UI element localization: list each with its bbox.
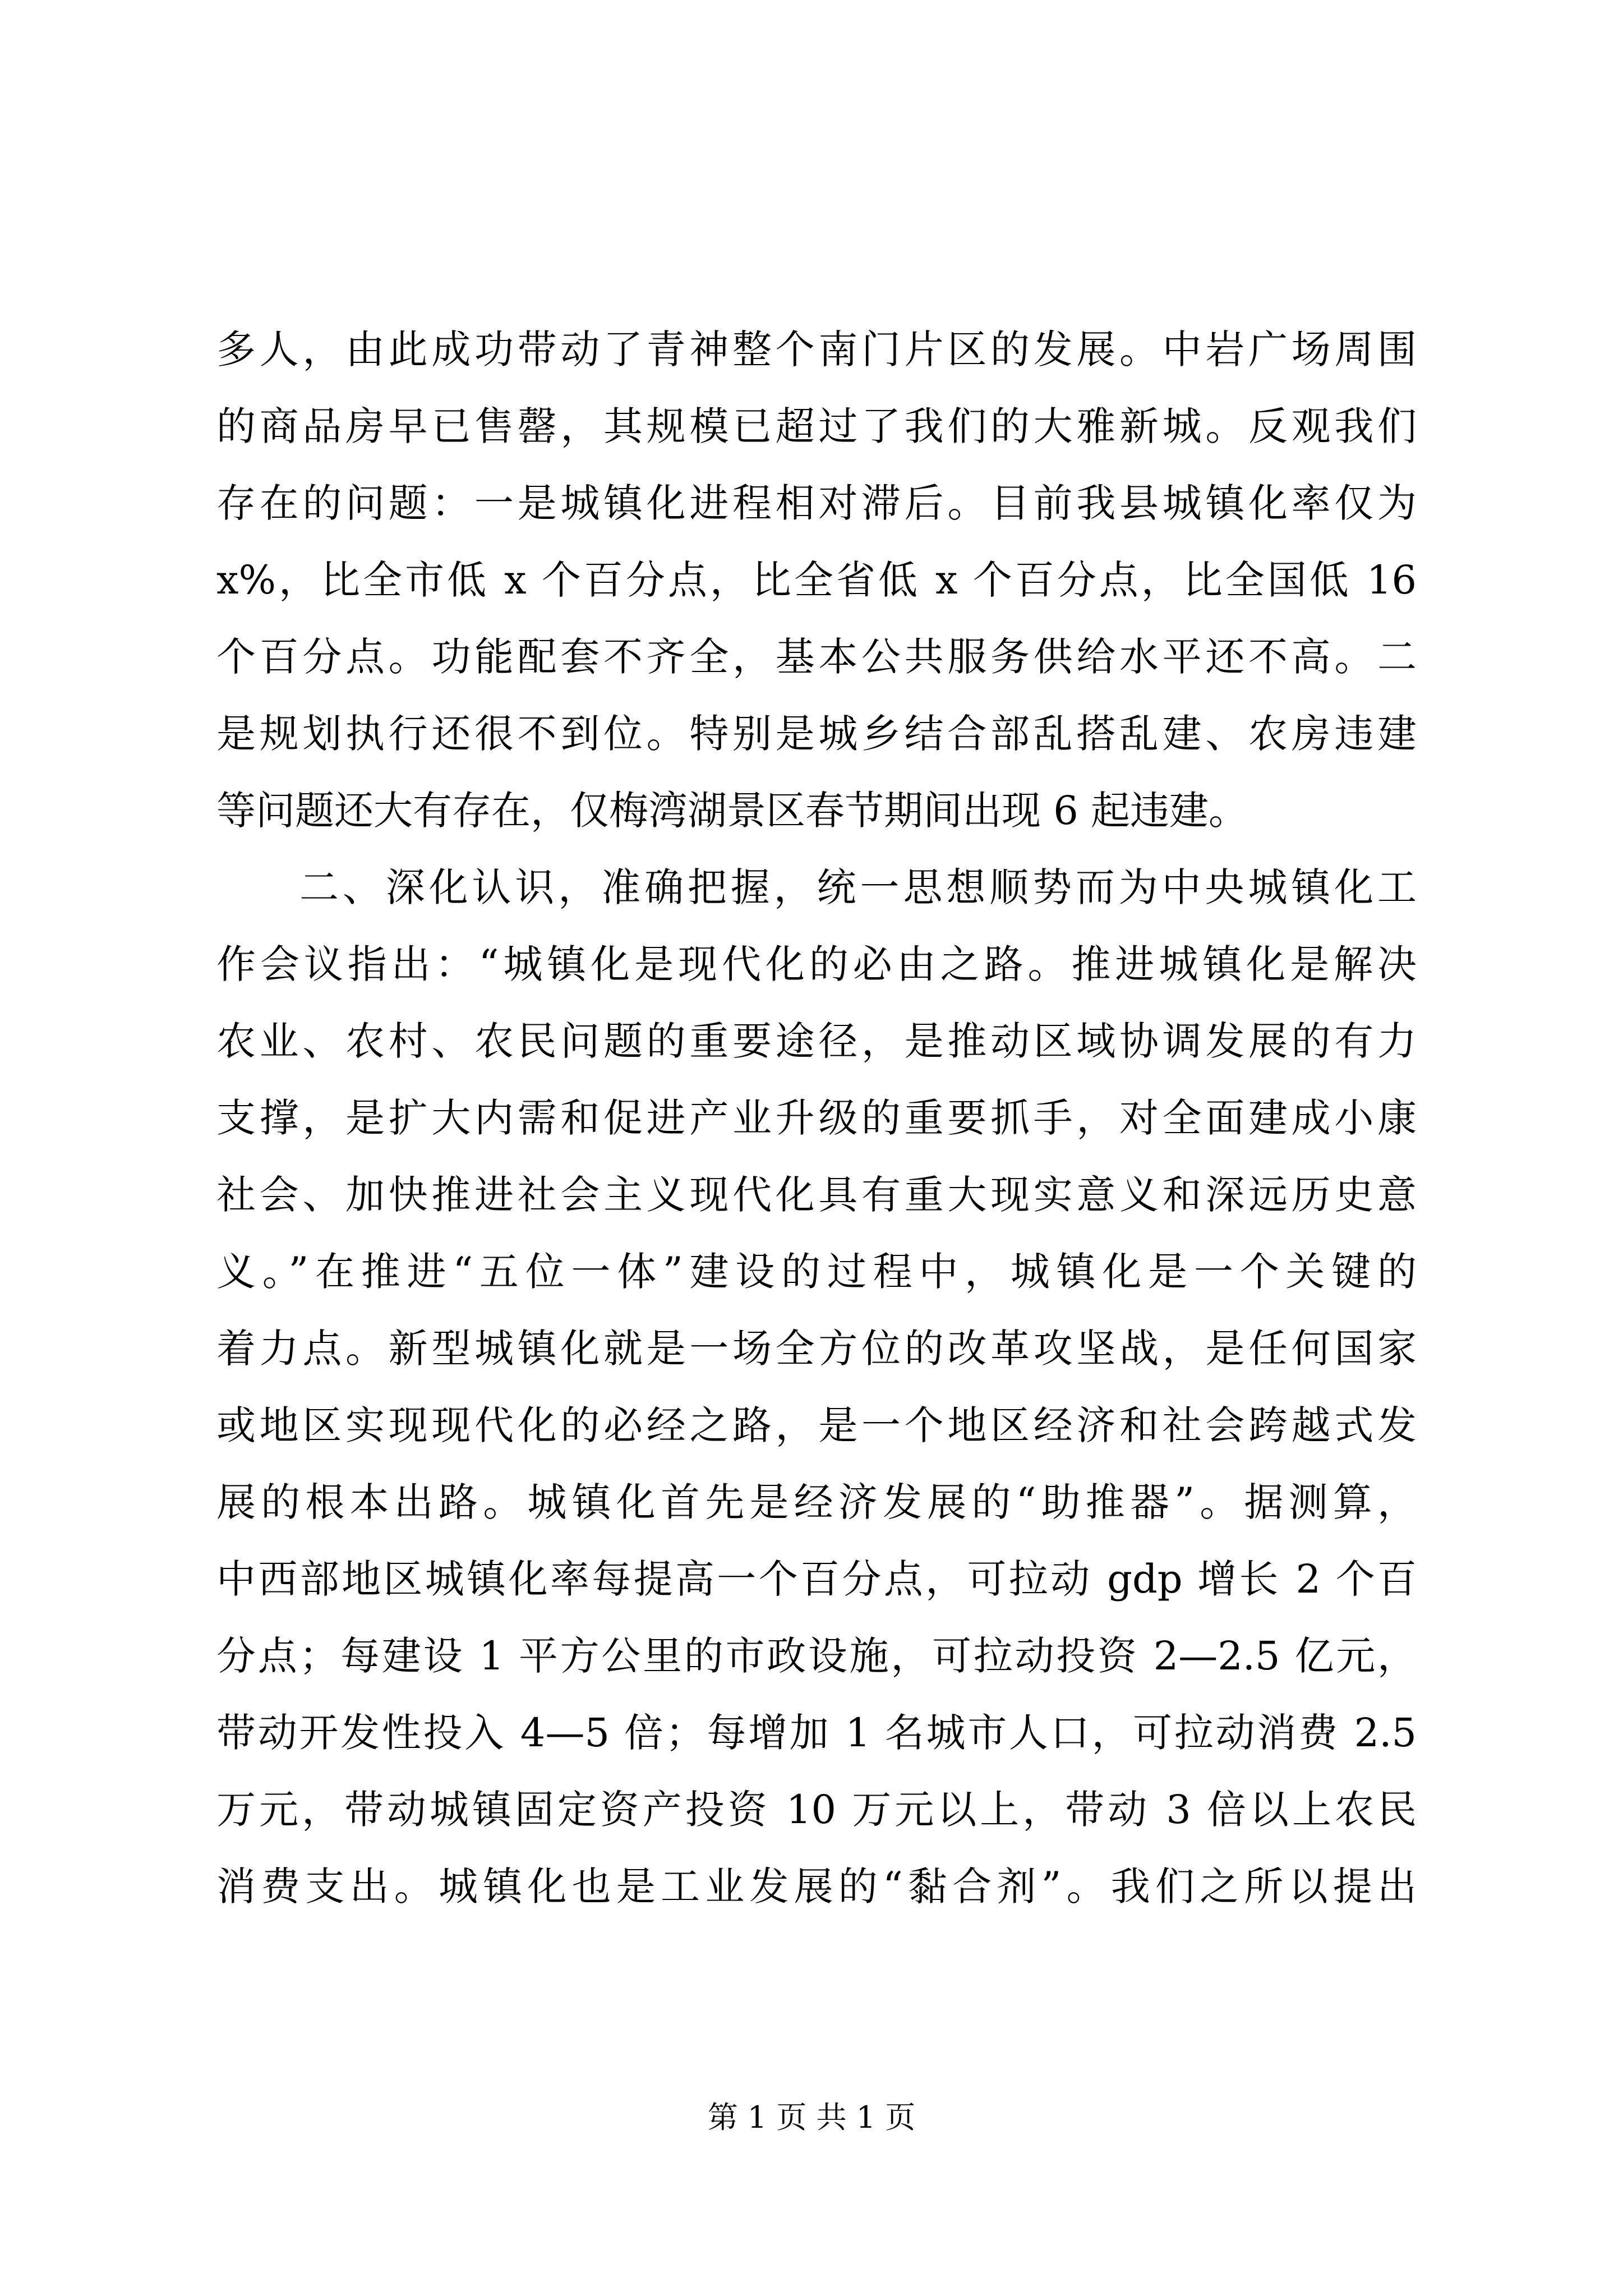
text-line: 存在的问题：一是城镇化进程相对滞后。目前我县城镇化率仅为 xyxy=(216,480,1417,526)
text-line: 等问题还大有存在，仅梅湾湖景区春节期间出现 6 起违建。 xyxy=(216,788,1248,834)
text-line: 或地区实现现代化的必经之路，是一个地区经济和社会跨越式发 xyxy=(216,1402,1417,1448)
text-line: 社会、加快推进社会主义现代化具有重大现实意义和深远历史意 xyxy=(216,1172,1417,1218)
page-footer xyxy=(0,2098,1623,2137)
text-line: 是规划执行还很不到位。特别是城乡结合部乱搭乱建、农房违建 xyxy=(216,711,1417,757)
body-text xyxy=(216,311,1417,1925)
text-line: 支撑，是扩大内需和促进产业升级的重要抓手，对全面建成小康 xyxy=(216,1095,1417,1141)
text-line: 的商品房早已售罄，其规模已超过了我们的大雅新城。反观我们 xyxy=(216,403,1417,449)
text-line: 带动开发性投入 4—5 倍；每增加 1 名城市人口，可拉动消费 2.5 xyxy=(216,1710,1417,1756)
text-line: 作会议指出：“城镇化是现代化的必由之路。推进城镇化是解决 xyxy=(216,941,1417,987)
text-line: 万元，带动城镇固定资产投资 10 万元以上，带动 3 倍以上农民 xyxy=(216,1787,1417,1833)
text-line: 农业、农村、农民问题的重要途径，是推动区域协调发展的有力 xyxy=(216,1018,1417,1064)
text-line: 中西部地区城镇化率每提高一个百分点，可拉动 gdp 增长 2 个百 xyxy=(216,1556,1417,1602)
text-line: 义。”在推进“五位一体”建设的过程中，城镇化是一个关键的 xyxy=(216,1249,1417,1295)
text-line: 分点；每建设 1 平方公里的市政设施，可拉动投资 2—2.5 亿元， xyxy=(216,1633,1417,1679)
text-line: 多人，由此成功带动了青神整个南门片区的发展。中岩广场周围 xyxy=(216,326,1417,372)
text-line: 展的根本出路。城镇化首先是经济发展的“助推器”。据测算， xyxy=(216,1479,1417,1525)
section-heading-line: 二、深化认识，准确把握，统一思想顺势而为中央城镇化工 xyxy=(299,864,1417,910)
text-line: x%，比全市低 x 个百分点，比全省低 x 个百分点，比全国低 16 xyxy=(216,557,1417,603)
page-number: 第 1 页 共 1 页 xyxy=(707,2100,916,2135)
text-line: 着力点。新型城镇化就是一场全方位的改革攻坚战，是任何国家 xyxy=(216,1326,1417,1372)
text-line: 消费支出。城镇化也是工业发展的“黏合剂”。我们之所以提出 xyxy=(216,1864,1417,1910)
text-line: 个百分点。功能配套不齐全，基本公共服务供给水平还不高。二 xyxy=(216,634,1417,680)
